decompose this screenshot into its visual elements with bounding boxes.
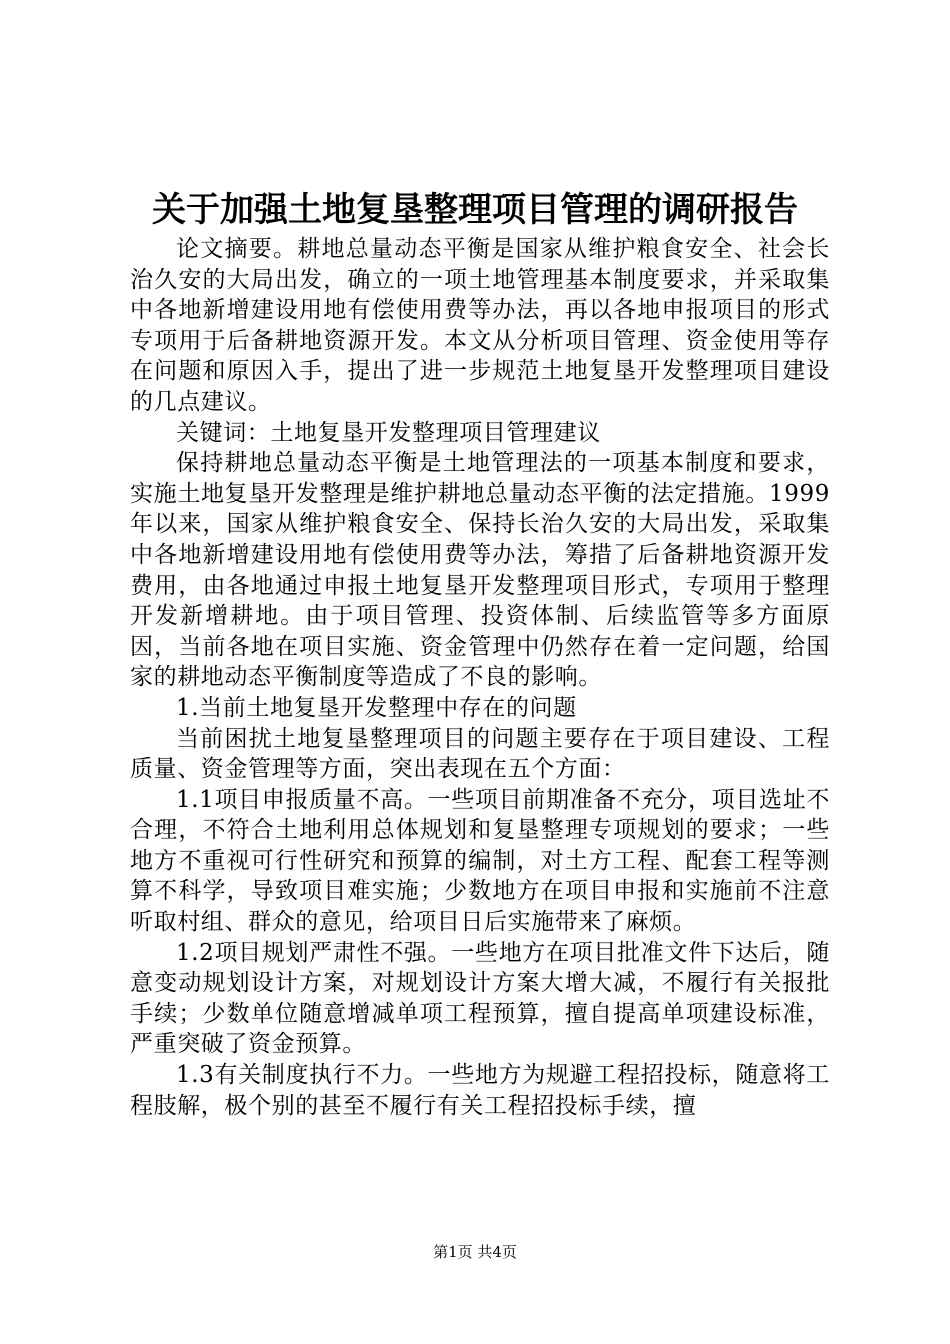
document-title: 关于加强土地复垦整理项目管理的调研报告 <box>152 190 798 230</box>
body-paragraph: 1.1项目申报质量不高。一些项目前期准备不充分，项目选址不合理，不符合土地利用总体规划和复垦整理专项规划的要求；一些地方不重视可行性研究和预算的编制，对土方工程、配套工程等测算不科学，导致项目难实施；少数地方在项目申报和实施前不注意听取村组、群众的意见，给项目日后实施带来了麻烦。 <box>130 786 830 936</box>
keywords-paragraph: 关键词：土地复垦开发整理项目管理建议 <box>176 419 601 446</box>
document-body <box>130 234 830 1121</box>
section-heading: 1.当前土地复垦开发整理中存在的问题 <box>176 694 577 721</box>
body-paragraph: 1.3有关制度执行不力。一些地方为规避工程招投标，随意将工程肢解，极个别的甚至不履行有关工程招投标手续，擅 <box>130 1062 830 1119</box>
page-footer: 第1页 共4页 <box>433 1243 517 1261</box>
body-paragraph: 1.2项目规划严肃性不强。一些地方在项目批准文件下达后，随意变动规划设计方案，对规划设计方案大增大减，不履行有关报批手续；少数单位随意增减单项工程预算，擅自提高单项建设标准，严重突破了资金预算。 <box>130 939 830 1058</box>
abstract-paragraph: 论文摘要。耕地总量动态平衡是国家从维护粮食安全、社会长治久安的大局出发，确立的一项土地管理基本制度要求，并采取集中各地新增建设用地有偿使用费等办法，再以各地申报项目的形式专项用于后备耕地资源开发。本文从分析项目管理、资金使用等存在问题和原因入手，提出了进一步规范土地复垦开发整理项目建设的几点建议。 <box>130 236 830 415</box>
intro-paragraph: 保持耕地总量动态平衡是土地管理法的一项基本制度和要求，实施土地复垦开发整理是维护耕地总量动态平衡的法定措施。1999年以来，国家从维护粮食安全、保持长治久安的大局出发，采取集中各地新增建设用地有偿使用费等办法，筹措了后备耕地资源开发费用，由各地通过申报土地复垦开发整理项目形式，专项用于整理开发新增耕地。由于项目管理、投资体制、后续监管等多方面原因，当前各地在项目实施、资金管理中仍然存在着一定问题，给国家的耕地动态平衡制度等造成了不良的影响。 <box>130 450 830 691</box>
body-paragraph: 当前困扰土地复垦整理项目的问题主要存在于项目建设、工程质量、资金管理等方面，突出表现在五个方面： <box>130 725 830 783</box>
